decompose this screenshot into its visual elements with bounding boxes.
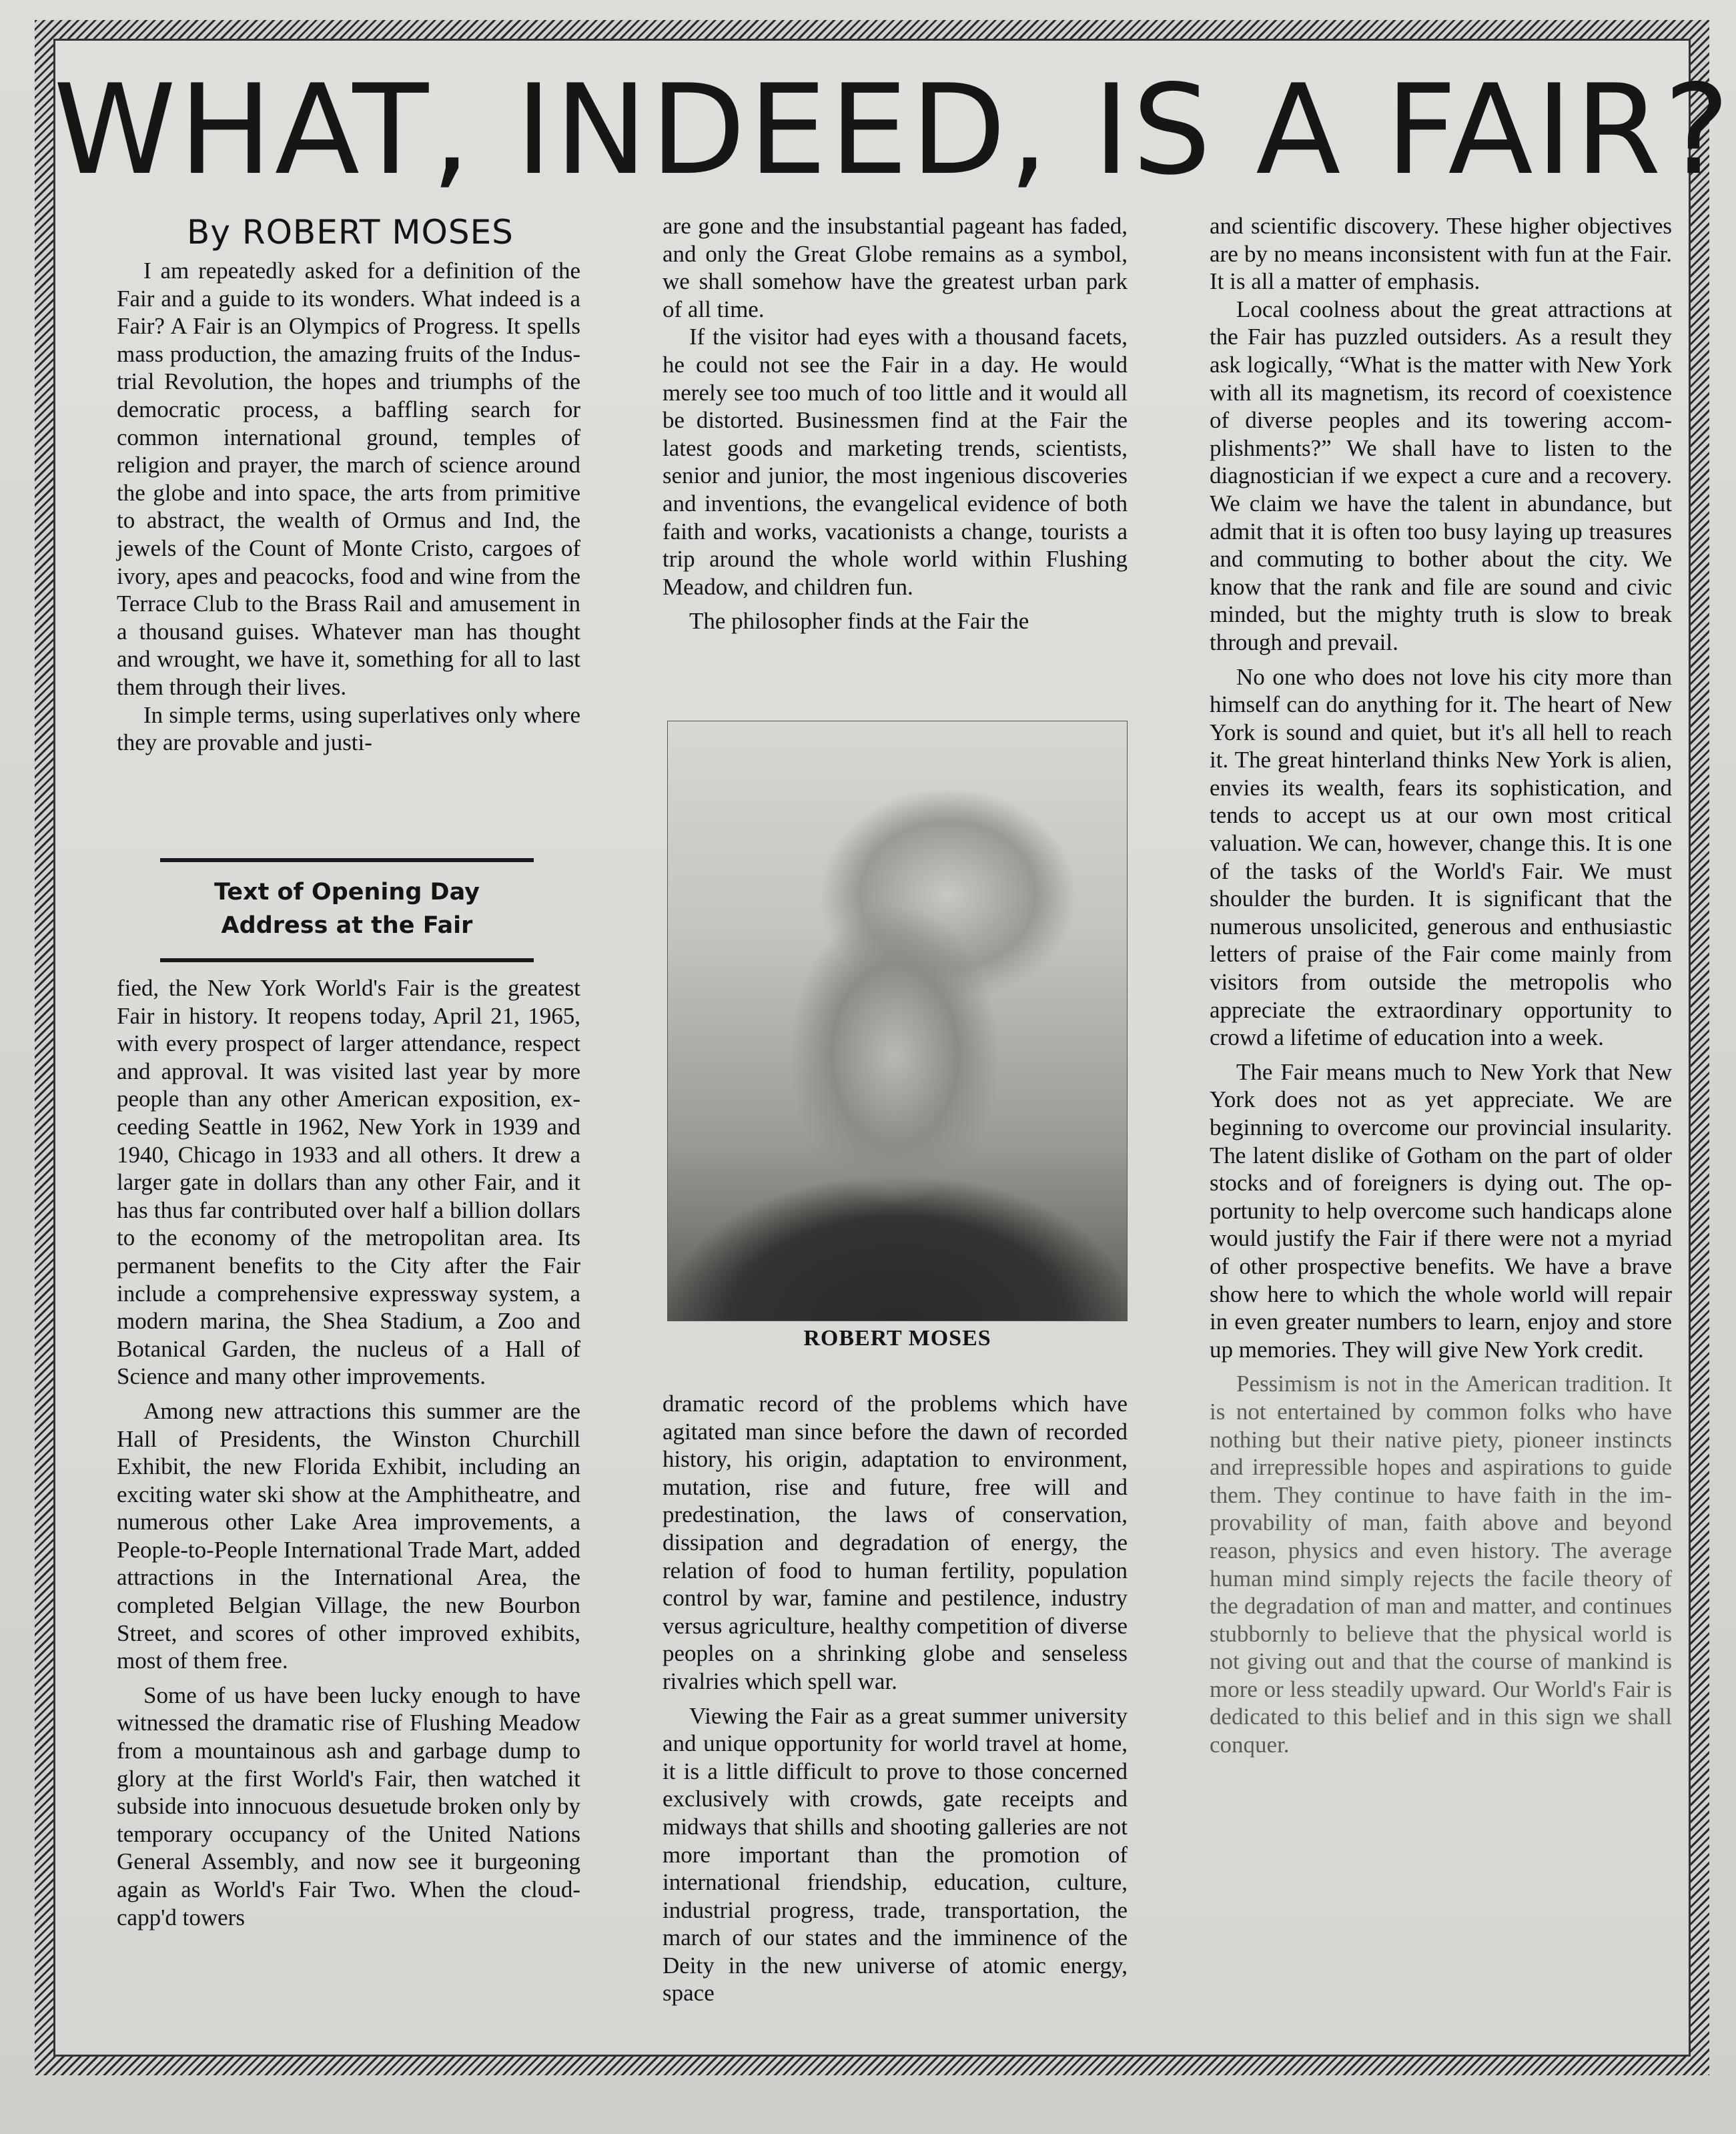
portrait-photo — [667, 721, 1128, 1321]
paragraph: are gone and the insubstantial pageant has faded, and only the Great Globe remains as a symbol, we shall somehow have the greatest urban park of all time. — [663, 213, 1128, 322]
paragraph: and scientific discovery. These higher objectives are by no means inconsistent with fun at the Fair. It is all a matter of emphasis. — [1210, 213, 1672, 295]
paragraph: Local coolness about the great attractions at the Fair has puzzled outsiders. As a result they ask logically, “What is the matter with New York with all its magnetism, its record of coexistence of diverse peoples and its towering accomplishments?” We shall have to listen to the diagnostician if we expect a cure and a recovery. We claim we have the talent in abundance, but admit that it is often too busy laying up treasures and commuting to bother about the city. We know that the rank and file are sound and civic minded, but the mighty truth is slow to break through and prevail. — [1210, 296, 1672, 655]
paragraph: Some of us have been lucky enough to have witnessed the dramatic rise of Flushing Meadow from a mountainous ash and garbage dump to glory at the first World's Fair, then watched it subside into innocuous desuetude broken only by temporary occupancy of the United Nations General Assembly, and now see it burgeoning again as World's Fair Two. When the cloud-capp'd towers — [117, 1682, 580, 1930]
paragraph: I am repeatedly asked for a definition of the Fair and a guide to its wonders. What indeed is a Fair? A Fair is an Olympics of Progress. It spells mass production, the amazing fruits of the Industrial Revolution, the hopes and triumphs of the democratic process, a baffling search for common international ground, temples of religion and prayer, the march of science around the globe and into space, the arts from primitive to abstract, the wealth of Ormus and Ind, the jewels of the Count of Monte Cristo, cargoes of ivory, apes and peacocks, food and wine from the Terrace Club to the Brass Rail and amusement in a thousand guises. Whatever man has thought and wrought, we have it, something for all to last them through their lives. — [117, 258, 580, 700]
column-1-upper — [117, 257, 580, 757]
paragraph: fied, the New York World's Fair is the greatest Fair in history. It reopens today, April 21, 1965, with every prospect of larger attendance, respect and approval. It was visited last year by more people than any other American exposition, exceeding Seattle in 1962, New York in 1939 and 1940, Chicago in 1933 and all others. It drew a larger gate in dollars than any other Fair, and it has thus far contributed over half a billion dollars to the economy of the metropolitan area. Its permanent benefits to the City after the Fair include a comprehensive expressway system, a modern marina, the Shea Stadium, a Zoo and Botanical Garden, the nucleus of a Hall of Science and many other improvements. — [117, 975, 580, 1390]
paragraph: The Fair means much to New York that New York does not as yet appreciate. We are beginning to overcome our provincial insularity. The latent dislike of Gotham on the part of older stocks and of foreigners is dying out. The opportunity to help overcome such handicaps alone would justify the Fair if there were not a myriad of other prospective benefits. We have a brave show here to which the whole world will repair in even greater numbers to learn, enjoy and store up memories. They will give New York credit. — [1210, 1058, 1672, 1363]
paragraph: In simple terms, using superlatives only where they are provable and justi- — [117, 701, 580, 756]
subhead-line: Address at the Fair — [221, 912, 473, 939]
column-2-lower — [663, 1390, 1128, 2007]
headline: WHAT, INDEED, IS A FAIR? — [53, 57, 1733, 202]
paragraph: dramatic record of the problems which have agitated man since before the dawn of recorded history, his origin, adaptation to environment, mutation, rise and future, free will and predestination, the laws of conservation, dissipation and degradation of energy, the relation of food to human fertility, population control by war, famine and pestilence, industry versus agriculture, healthy competition of diverse peoples on a shrinking globe and senseless rivalries which spell war. — [663, 1391, 1128, 1694]
paragraph: Pessimism is not in the American tradition. It is not entertained by common folks who have nothing but their native piety, pioneer instincts and irrepressible hopes and aspirations to guide them. They continue to have faith in the improvability of man, faith above and beyond reason, physics and even history. The average human mind simply rejects the facile theory of the degradation of man and matter, and continues stubbornly to believe that the physical world is not giving out and that the course of mankind is more or less steadily upward. Our World's Fair is dedicated to this belief and in this sign we shall conquer. — [1210, 1371, 1672, 1758]
subhead-line: Text of Opening Day — [214, 879, 480, 906]
paragraph: Among new attractions this summer are the Hall of Presidents, the Winston Churchill Exhibit, the new Florida Exhibit, including an exciting water ski show at the Amphitheatre, and numerous other Lake Area improvements, a People-to-People International Trade Mart, added attractions in the International Area, the completed Belgian Village, the new Bourbon Street, and scores of other improved exhibits, most of them free. — [117, 1397, 580, 1674]
column-2-upper — [663, 212, 1128, 635]
paragraph: No one who does not love his city more than himself can do anything for it. The heart of New York is sound and quiet, but it's all hell to reach it. The great hinterland thinks New York is alien, envies its wealth, fears its sophistication, and tends to accept us at our own most critical valuation. We can, however, change this. It is one of the tasks of the World's Fair. We must shoulder the burden. It is significant that the numerous unsolicited, generous and enthusiastic letters of praise of the Fair come mainly from visitors from outside the metropolis who appreciate the extraordinary opportunity to crowd a lifetime of education into a week. — [1210, 663, 1672, 1051]
photo-caption: ROBERT MOSES — [803, 1326, 991, 1351]
subhead-box — [160, 858, 534, 962]
column-1-lower — [117, 974, 580, 1931]
byline: By ROBERT MOSES — [187, 213, 514, 252]
paragraph: If the visitor had eyes with a thousand facets, he could not see the Fair in a day. He would merely see too much of too little and it would all be distorted. Businessmen find at the Fair the latest goods and marketing trends, scientists, senior and junior, the most ingenious discoveries and inventions, the evangelical evidence of both faith and works, vacationists a change, tourists a trip around the whole world within Flushing Meadow, and children fun. — [663, 324, 1128, 600]
paragraph: The philosopher finds at the Fair the — [689, 608, 1029, 635]
column-3 — [1210, 212, 1672, 1759]
paragraph: Viewing the Fair as a great summer university and unique opportunity for world travel at home, it is a little difficult to prove to those concerned exclusively with crowds, gate receipts and midways that shills and shooting galleries are not more important than the promotion of international friendship, education, culture, industrial progress, trade, transportation, the march of our states and the imminence of the Deity in the new universe of atomic energy, space — [663, 1702, 1128, 2007]
